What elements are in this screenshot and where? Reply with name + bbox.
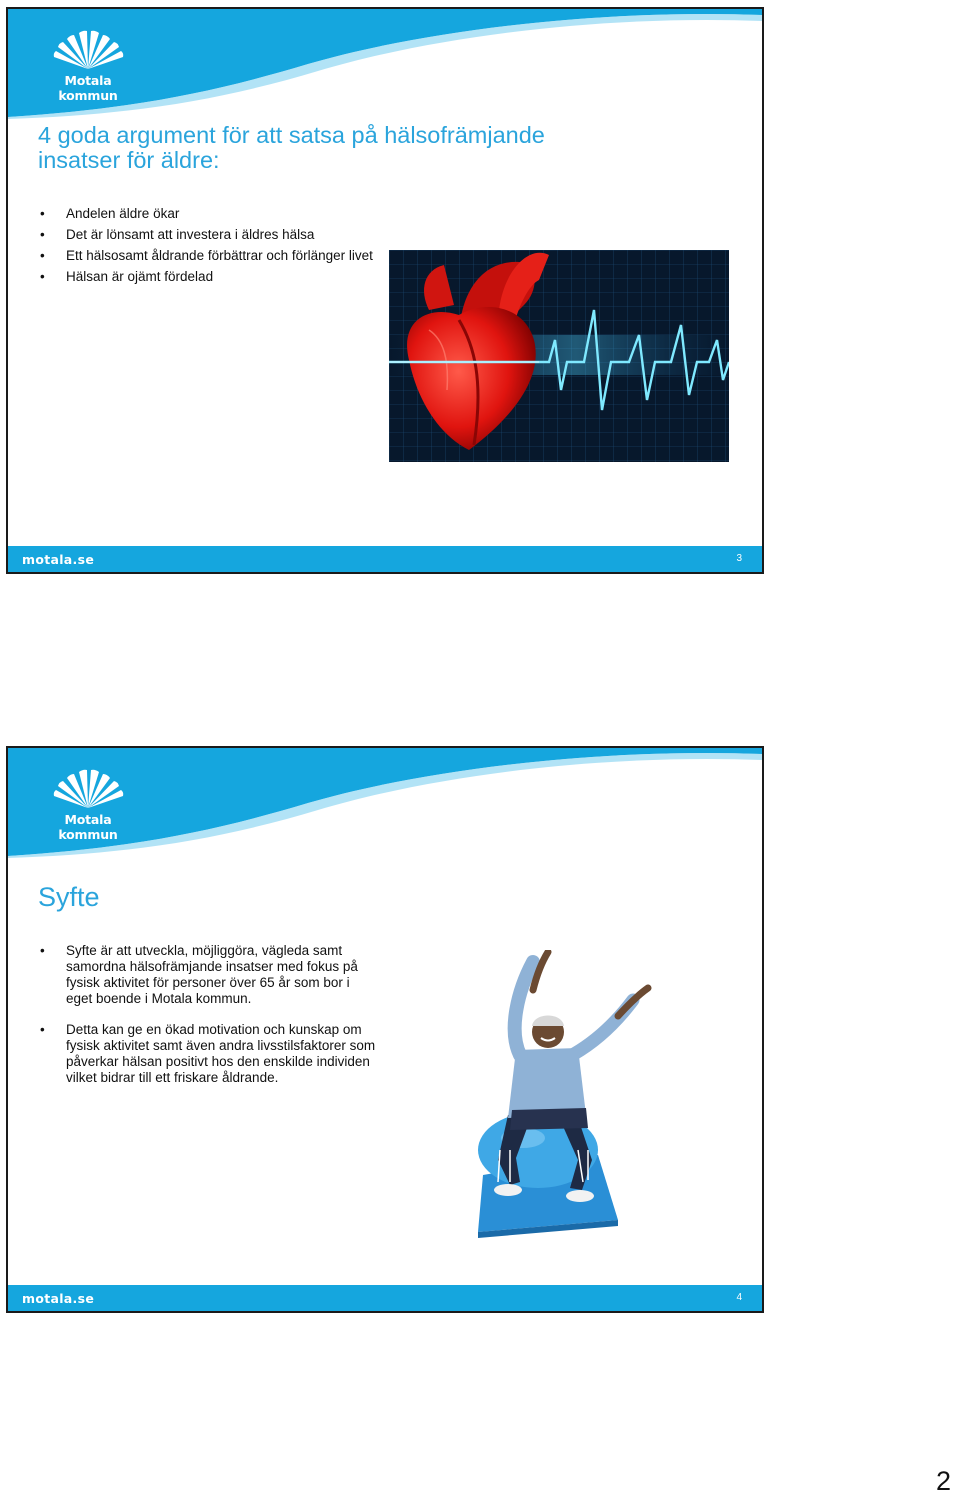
slide-number: 4 bbox=[736, 1292, 742, 1303]
footer-bar bbox=[8, 546, 762, 572]
senior-exercise-ball-image bbox=[438, 950, 688, 1250]
motala-logo bbox=[38, 768, 138, 842]
slide-4 bbox=[6, 746, 764, 1313]
footer-bar bbox=[8, 1285, 762, 1311]
slide-title: 4 goda argument för att satsa på hälsofrämjande insatser för äldre: bbox=[38, 122, 545, 173]
footer-site[interactable]: motala.se bbox=[22, 552, 95, 567]
bullet-item: • Det är lönsamt att investera i äldres hälsa bbox=[38, 226, 398, 244]
page-number: 2 bbox=[936, 1466, 952, 1496]
bullet-item: • Syfte är att utveckla, möjliggöra, vägleda samt samordna hälsofrämjande insatser med fokus på fysisk aktivitet för personer över 65 år som bor i eget boende i Motala kommun. bbox=[38, 943, 378, 1007]
logo-text: Motala kommun bbox=[58, 73, 118, 103]
bullet-list bbox=[38, 205, 398, 289]
slide-number: 3 bbox=[736, 553, 742, 564]
slide-3 bbox=[6, 7, 764, 574]
heart-ecg-image bbox=[389, 250, 729, 462]
shell-fan-icon bbox=[48, 29, 128, 71]
bullet-list bbox=[38, 943, 378, 1101]
slide-title: Syfte bbox=[38, 882, 100, 912]
bullet-item: • Hälsan är ojämt fördelad bbox=[38, 268, 398, 286]
shell-fan-icon bbox=[48, 768, 128, 810]
bullet-item: • Detta kan ge en ökad motivation och kunskap om fysisk aktivitet samt även andra livsstilsfaktorer som påverkar hälsan positivt hos den enskilde individen vilket bidrar till ett friskare åldrande. bbox=[38, 1022, 378, 1086]
footer-site[interactable]: motala.se bbox=[22, 1291, 95, 1306]
motala-logo bbox=[38, 29, 138, 103]
logo-text: Motala kommun bbox=[58, 812, 118, 842]
bullet-item: • Andelen äldre ökar bbox=[38, 205, 398, 223]
bullet-item: • Ett hälsosamt åldrande förbättrar och förlänger livet bbox=[38, 247, 398, 265]
